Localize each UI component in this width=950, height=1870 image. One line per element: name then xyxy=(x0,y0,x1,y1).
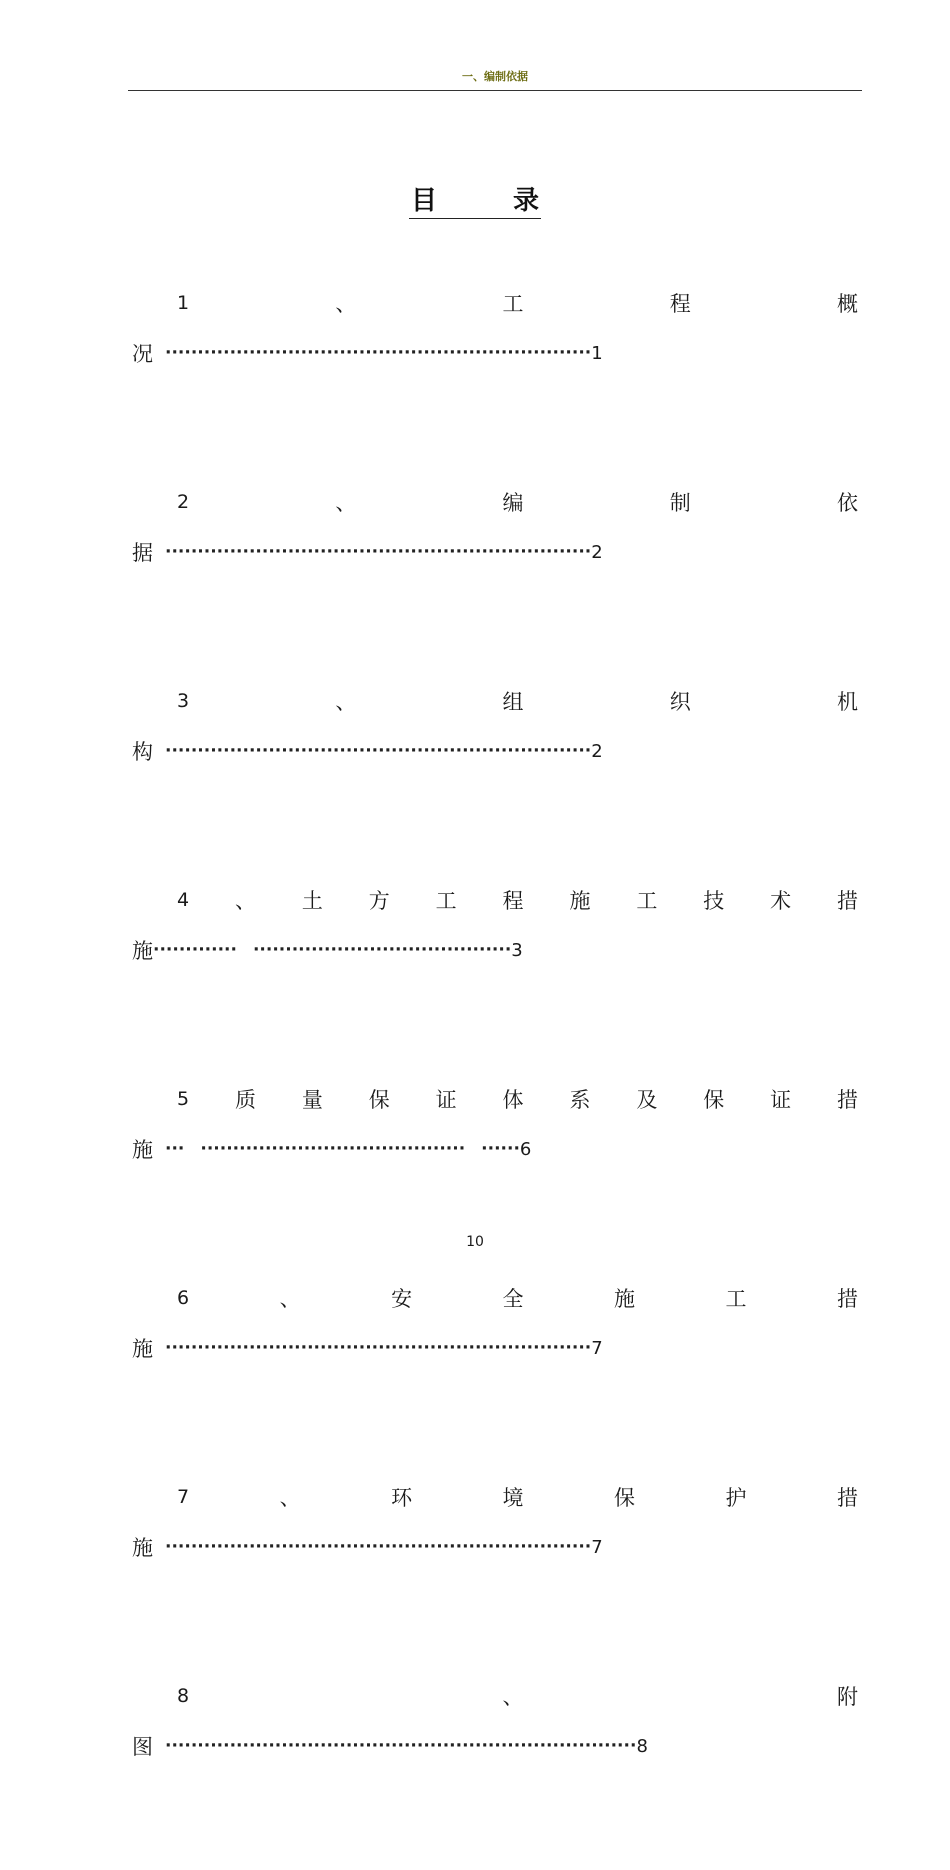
toc-leader-dots: ·································································· xyxy=(165,542,592,562)
toc-entry-leader-line xyxy=(132,925,862,975)
toc-entry-char: 织 xyxy=(669,690,691,714)
toc-entry[interactable] xyxy=(132,477,862,676)
header-text: 一、编制依据 xyxy=(462,70,528,83)
toc-entry-char: 及 xyxy=(636,1088,658,1112)
toc-entry[interactable] xyxy=(132,1671,862,1870)
toc-leader-dots: ······ xyxy=(481,1139,520,1159)
toc-entry-page: 2 xyxy=(591,740,603,762)
toc-entry-tail: 施 xyxy=(132,1138,153,1162)
toc-entry-page: 1 xyxy=(591,342,603,364)
toc-entry-char: 、 xyxy=(234,889,256,913)
toc-entry-leader-line xyxy=(132,1124,862,1174)
toc-entry-char: 编 xyxy=(502,491,524,515)
toc-entry[interactable] xyxy=(132,676,862,875)
toc-entry-char: 附 xyxy=(837,1685,858,1709)
toc-entry-page: 2 xyxy=(591,541,603,563)
toc-entry-char: 措 xyxy=(837,889,858,913)
toc-entry-char: 证 xyxy=(435,1088,457,1112)
toc-entry-number: 8 xyxy=(177,1685,190,1707)
toc-entry-tail: 施 xyxy=(132,1337,153,1361)
toc-entry-char: 制 xyxy=(669,491,691,515)
toc-entry-page: 6 xyxy=(519,1138,532,1160)
toc-title-text xyxy=(409,184,541,219)
toc-entry-number: 2 xyxy=(177,491,190,513)
toc-entry-char: 技 xyxy=(703,889,725,913)
toc-entry-number: 5 xyxy=(177,1088,190,1110)
toc-entry-char: 施 xyxy=(614,1287,636,1311)
toc-entry-tail: 施 xyxy=(132,939,153,963)
toc-entry-heading-line xyxy=(177,1671,858,1721)
toc-leader-dots: ·································································· xyxy=(165,1338,592,1358)
toc-entry-char: 、 xyxy=(335,690,357,714)
toc-entry-char: 、 xyxy=(279,1486,301,1510)
toc-entry-leader-line xyxy=(132,1522,862,1572)
toc-entry-leader-line xyxy=(132,527,862,577)
toc-entry-tail: 据 xyxy=(132,541,153,565)
toc-leader-dots: ·································································· xyxy=(165,741,592,761)
toc-title-char: 录 xyxy=(512,186,539,216)
toc-entry-tail: 图 xyxy=(132,1735,153,1759)
toc-leader-dots: ·································································· xyxy=(165,1537,592,1557)
toc-entry-char: 保 xyxy=(368,1088,390,1112)
toc-entry-tail: 构 xyxy=(132,740,153,764)
toc-entry-heading-line xyxy=(177,278,858,328)
toc-entry-tail: 施 xyxy=(132,1536,153,1560)
toc-entry-char: 、 xyxy=(335,491,357,515)
toc-title-char: 目 xyxy=(411,186,438,216)
toc-title xyxy=(0,184,950,219)
toc-entry-char: 措 xyxy=(837,1486,858,1510)
toc-entry-char: 全 xyxy=(502,1287,524,1311)
toc-entry-char: 机 xyxy=(836,690,858,714)
toc-leader-dots: ·································································· xyxy=(165,343,592,363)
toc-entry-heading-line xyxy=(177,676,858,726)
toc-entry-char: 境 xyxy=(502,1486,524,1510)
toc-entry-page: 7 xyxy=(591,1536,603,1558)
toc-entry-number: 7 xyxy=(177,1486,190,1508)
toc-entry-number: 4 xyxy=(177,889,190,911)
toc-entry-char: 土 xyxy=(301,889,323,913)
toc-entry-heading-line xyxy=(177,1472,858,1522)
toc-entry-char: 施 xyxy=(569,889,591,913)
toc-entry-char: 程 xyxy=(669,292,691,316)
toc-entry-char: 、 xyxy=(335,292,357,316)
toc-entry-char: 保 xyxy=(614,1486,636,1510)
toc-entry-number: 1 xyxy=(177,292,190,314)
toc-entry-char: 工 xyxy=(435,889,457,913)
toc-entry-char: 依 xyxy=(836,491,858,515)
toc-entry-page: 7 xyxy=(591,1337,603,1359)
toc-entry-char: 系 xyxy=(569,1088,591,1112)
toc-entry-char: 证 xyxy=(770,1088,792,1112)
toc-entry-heading-line xyxy=(177,1074,858,1124)
page-number: 10 xyxy=(466,1234,484,1250)
toc-entry-leader-line xyxy=(132,1721,862,1771)
toc-entry-char: 措 xyxy=(837,1088,858,1112)
toc-entry-char: 工 xyxy=(636,889,658,913)
toc-leader-dots: ··· xyxy=(165,1139,185,1159)
toc-entry-char: 环 xyxy=(391,1486,413,1510)
toc-entry[interactable] xyxy=(132,1472,862,1671)
toc-entry-heading-line xyxy=(177,875,858,925)
toc-entry-char: 、 xyxy=(502,1685,524,1709)
toc-entry-leader-line xyxy=(132,328,862,378)
toc-entry-char: 工 xyxy=(502,292,524,316)
toc-entry-heading-line xyxy=(177,1273,858,1323)
toc-entry-leader-line xyxy=(132,726,862,776)
toc-entry-page: 3 xyxy=(511,939,523,961)
toc-entry-char: 量 xyxy=(301,1088,323,1112)
table-of-contents xyxy=(132,278,862,1870)
toc-entry-char: 质 xyxy=(234,1088,256,1112)
toc-entry-tail: 况 xyxy=(132,342,153,366)
toc-entry-heading-line xyxy=(177,477,858,527)
toc-entry-char: 组 xyxy=(502,690,524,714)
page-header xyxy=(128,66,862,91)
toc-entry-char: 安 xyxy=(391,1287,413,1311)
toc-entry-char: 概 xyxy=(836,292,858,316)
toc-leader-dots: ········································································· xyxy=(165,1736,637,1756)
toc-leader-dots: ········································· xyxy=(200,1139,466,1159)
toc-entry-char: 护 xyxy=(725,1486,747,1510)
toc-leader-dots: ············· xyxy=(153,940,237,960)
toc-entry[interactable] xyxy=(132,875,862,1074)
toc-entry-char: 程 xyxy=(502,889,524,913)
toc-entry-char: 措 xyxy=(837,1287,858,1311)
toc-entry-leader-line xyxy=(132,1323,862,1373)
toc-entry-char: 术 xyxy=(770,889,792,913)
toc-leader-dots: ········································ xyxy=(252,940,512,960)
toc-entry-number: 3 xyxy=(177,690,190,712)
toc-entry-char: 工 xyxy=(725,1287,747,1311)
toc-entry-number: 6 xyxy=(177,1287,190,1309)
toc-entry[interactable] xyxy=(132,1273,862,1472)
toc-entry-char: 保 xyxy=(703,1088,725,1112)
toc-entry-page: 8 xyxy=(636,1735,648,1757)
toc-entry-char: 体 xyxy=(502,1088,524,1112)
toc-entry[interactable] xyxy=(132,278,862,477)
toc-entry-char: 、 xyxy=(279,1287,301,1311)
toc-entry-char: 方 xyxy=(368,889,390,913)
